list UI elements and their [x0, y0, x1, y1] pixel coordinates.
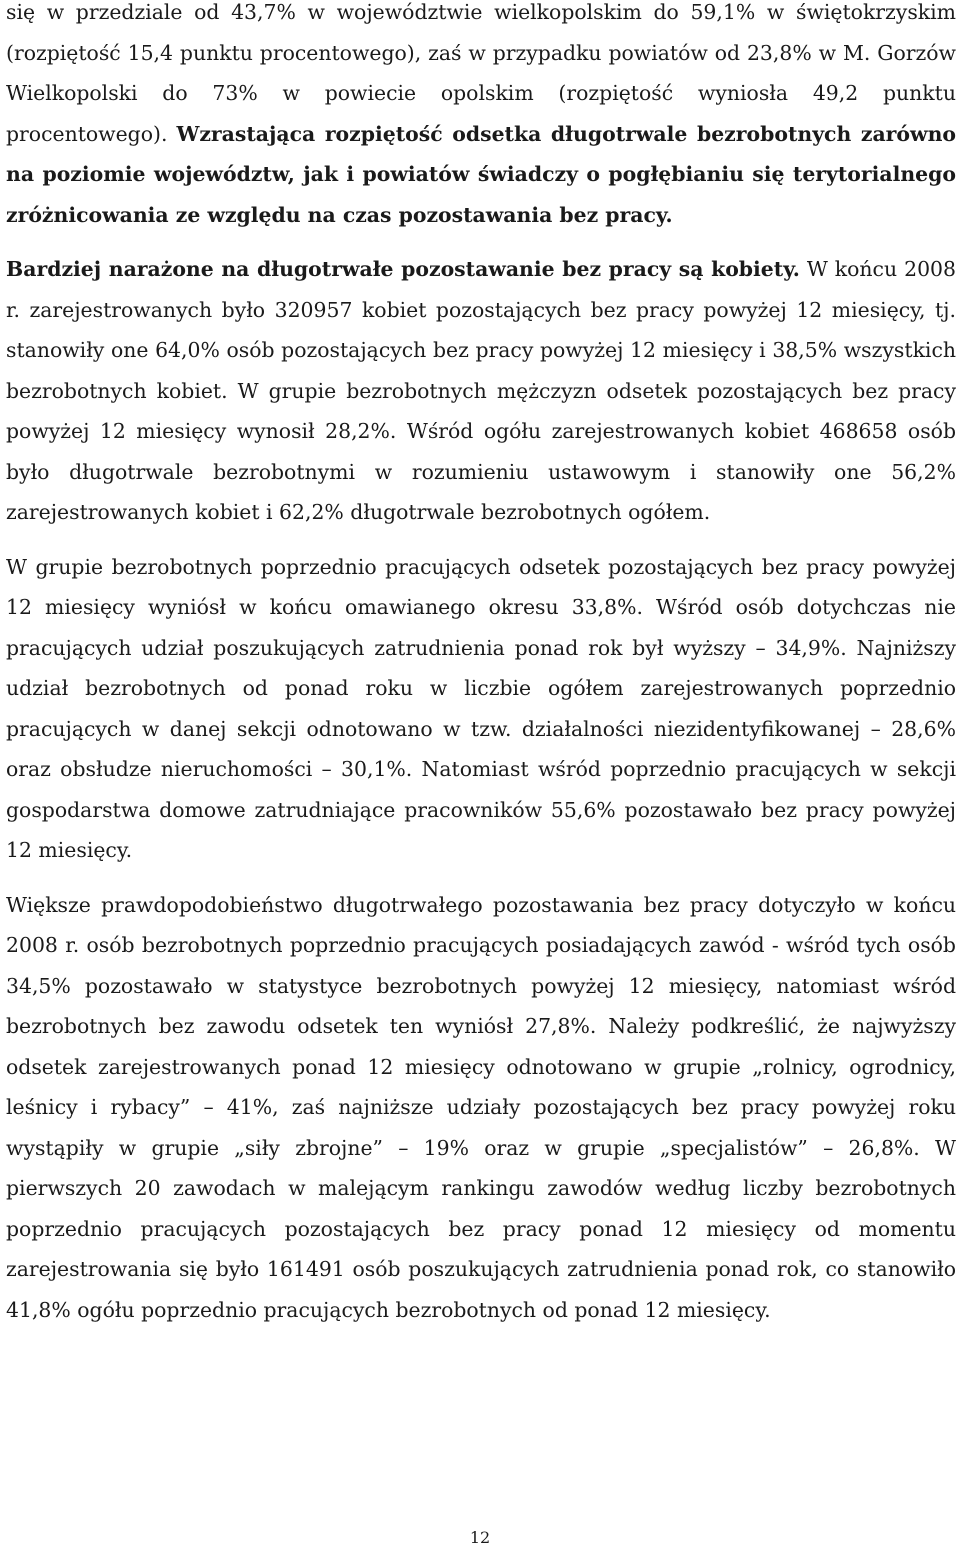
paragraph-2: [6, 249, 956, 533]
paragraph-3: [6, 547, 956, 871]
paragraph-2-bold-text: Bardziej narażone na długotrwałe pozostawanie bez pracy są kobiety.: [6, 257, 800, 281]
paragraph-4-text: Większe prawdopodobieństwo długotrwałego pozostawania bez pracy dotyczyło w końcu 2008 r. osób bezrobotnych poprzednio pracujących posiadających zawód - wśród tych osób 34,5% pozostawało w statystyce bezrobotnych powyżej 12 miesięcy, natomiast wśród bezrobotnych bez zawodu odsetek ten wyniósł 27,8%. Należy podkreślić, że najwyższy odsetek zarejestrowanych ponad 12 miesięcy odnotowano w grupie „rolnicy, ogrodnicy, leśnicy i rybacy” – 41%, zaś najniższe udziały pozostających bez pracy powyżej roku wystąpiły w grupie „siły zbrojne” – 19% oraz w grupie „specjalistów” – 26,8%. W pierwszych 20 zawodach w malejącym rankingu zawodów według liczby bezrobotnych poprzednio pracujących pozostających bez pracy ponad 12 miesięcy od momentu zarejestrowania się było 161491 osób poszukujących zatrudnienia ponad rok, co stanowiło 41,8% ogółu poprzednio pracujących bezrobotnych od ponad 12 miesięcy.: [6, 892, 956, 1322]
paragraph-1-text: się w przedziale od 43,7% w województwie wielkopolskim do 59,1% w świętokrzyskim (rozpiętość 15,4 punktu procentowego), zaś w przypadku powiatów od 23,8% w M. Gorzów Wielkopolski do 73% w powiecie opolskim (rozpiętość wyniosła 49,2 punktu procentowego).: [6, 0, 956, 146]
paragraph-1: [6, 0, 956, 235]
paragraph-1-bold-text: Wzrastająca rozpiętość odsetka długotrwale bezrobotnych zarówno na poziomie województw, jak i powiatów świadczy o pogłębianiu się terytorialnego zróżnicowania ze względu na czas pozostawania bez pracy.: [6, 121, 957, 227]
paragraph-3-text: W grupie bezrobotnych poprzednio pracujących odsetek pozostających bez pracy powyżej 12 miesięcy wyniósł w końcu omawianego okresu 33,8%. Wśród osób dotychczas nie pracujących udział poszukujących zatrudnienia ponad rok był wyższy – 34,9%. Najniższy udział bezrobotnych od ponad roku w liczbie ogółem zarejestrowanych poprzednio pracujących w danej sekcji odnotowano w tzw. działalności niezidentyfikowanej – 28,6% oraz obsłudze nieruchomości – 30,1%. Natomiast wśród poprzednio pracujących w sekcji gospodarstwa domowe zatrudniające pracowników 55,6% pozostawało bez pracy powyżej 12 miesięcy.: [6, 554, 956, 862]
page-number: 12: [469, 1528, 491, 1547]
paragraph-4: [6, 885, 956, 1331]
body-text: [6, 0, 956, 1330]
paragraph-2-text: W końcu 2008 r. zarejestrowanych było 320957 kobiet pozostających bez pracy powyżej 12 miesięcy, tj. stanowiły one 64,0% osób pozostających bez pracy powyżej 12 miesięcy i 38,5% wszystkich bezrobotnych kobiet. W grupie bezrobotnych mężczyzn odsetek pozostających bez pracy powyżej 12 miesięcy wynosił 28,2%. Wśród ogółu zarejestrowanych kobiet 468658 osób było długotrwale bezrobotnymi w rozumieniu ustawowym i stanowiły one 56,2% zarejestrowanych kobiet i 62,2% długotrwale bezrobotnych ogółem.: [6, 257, 956, 524]
